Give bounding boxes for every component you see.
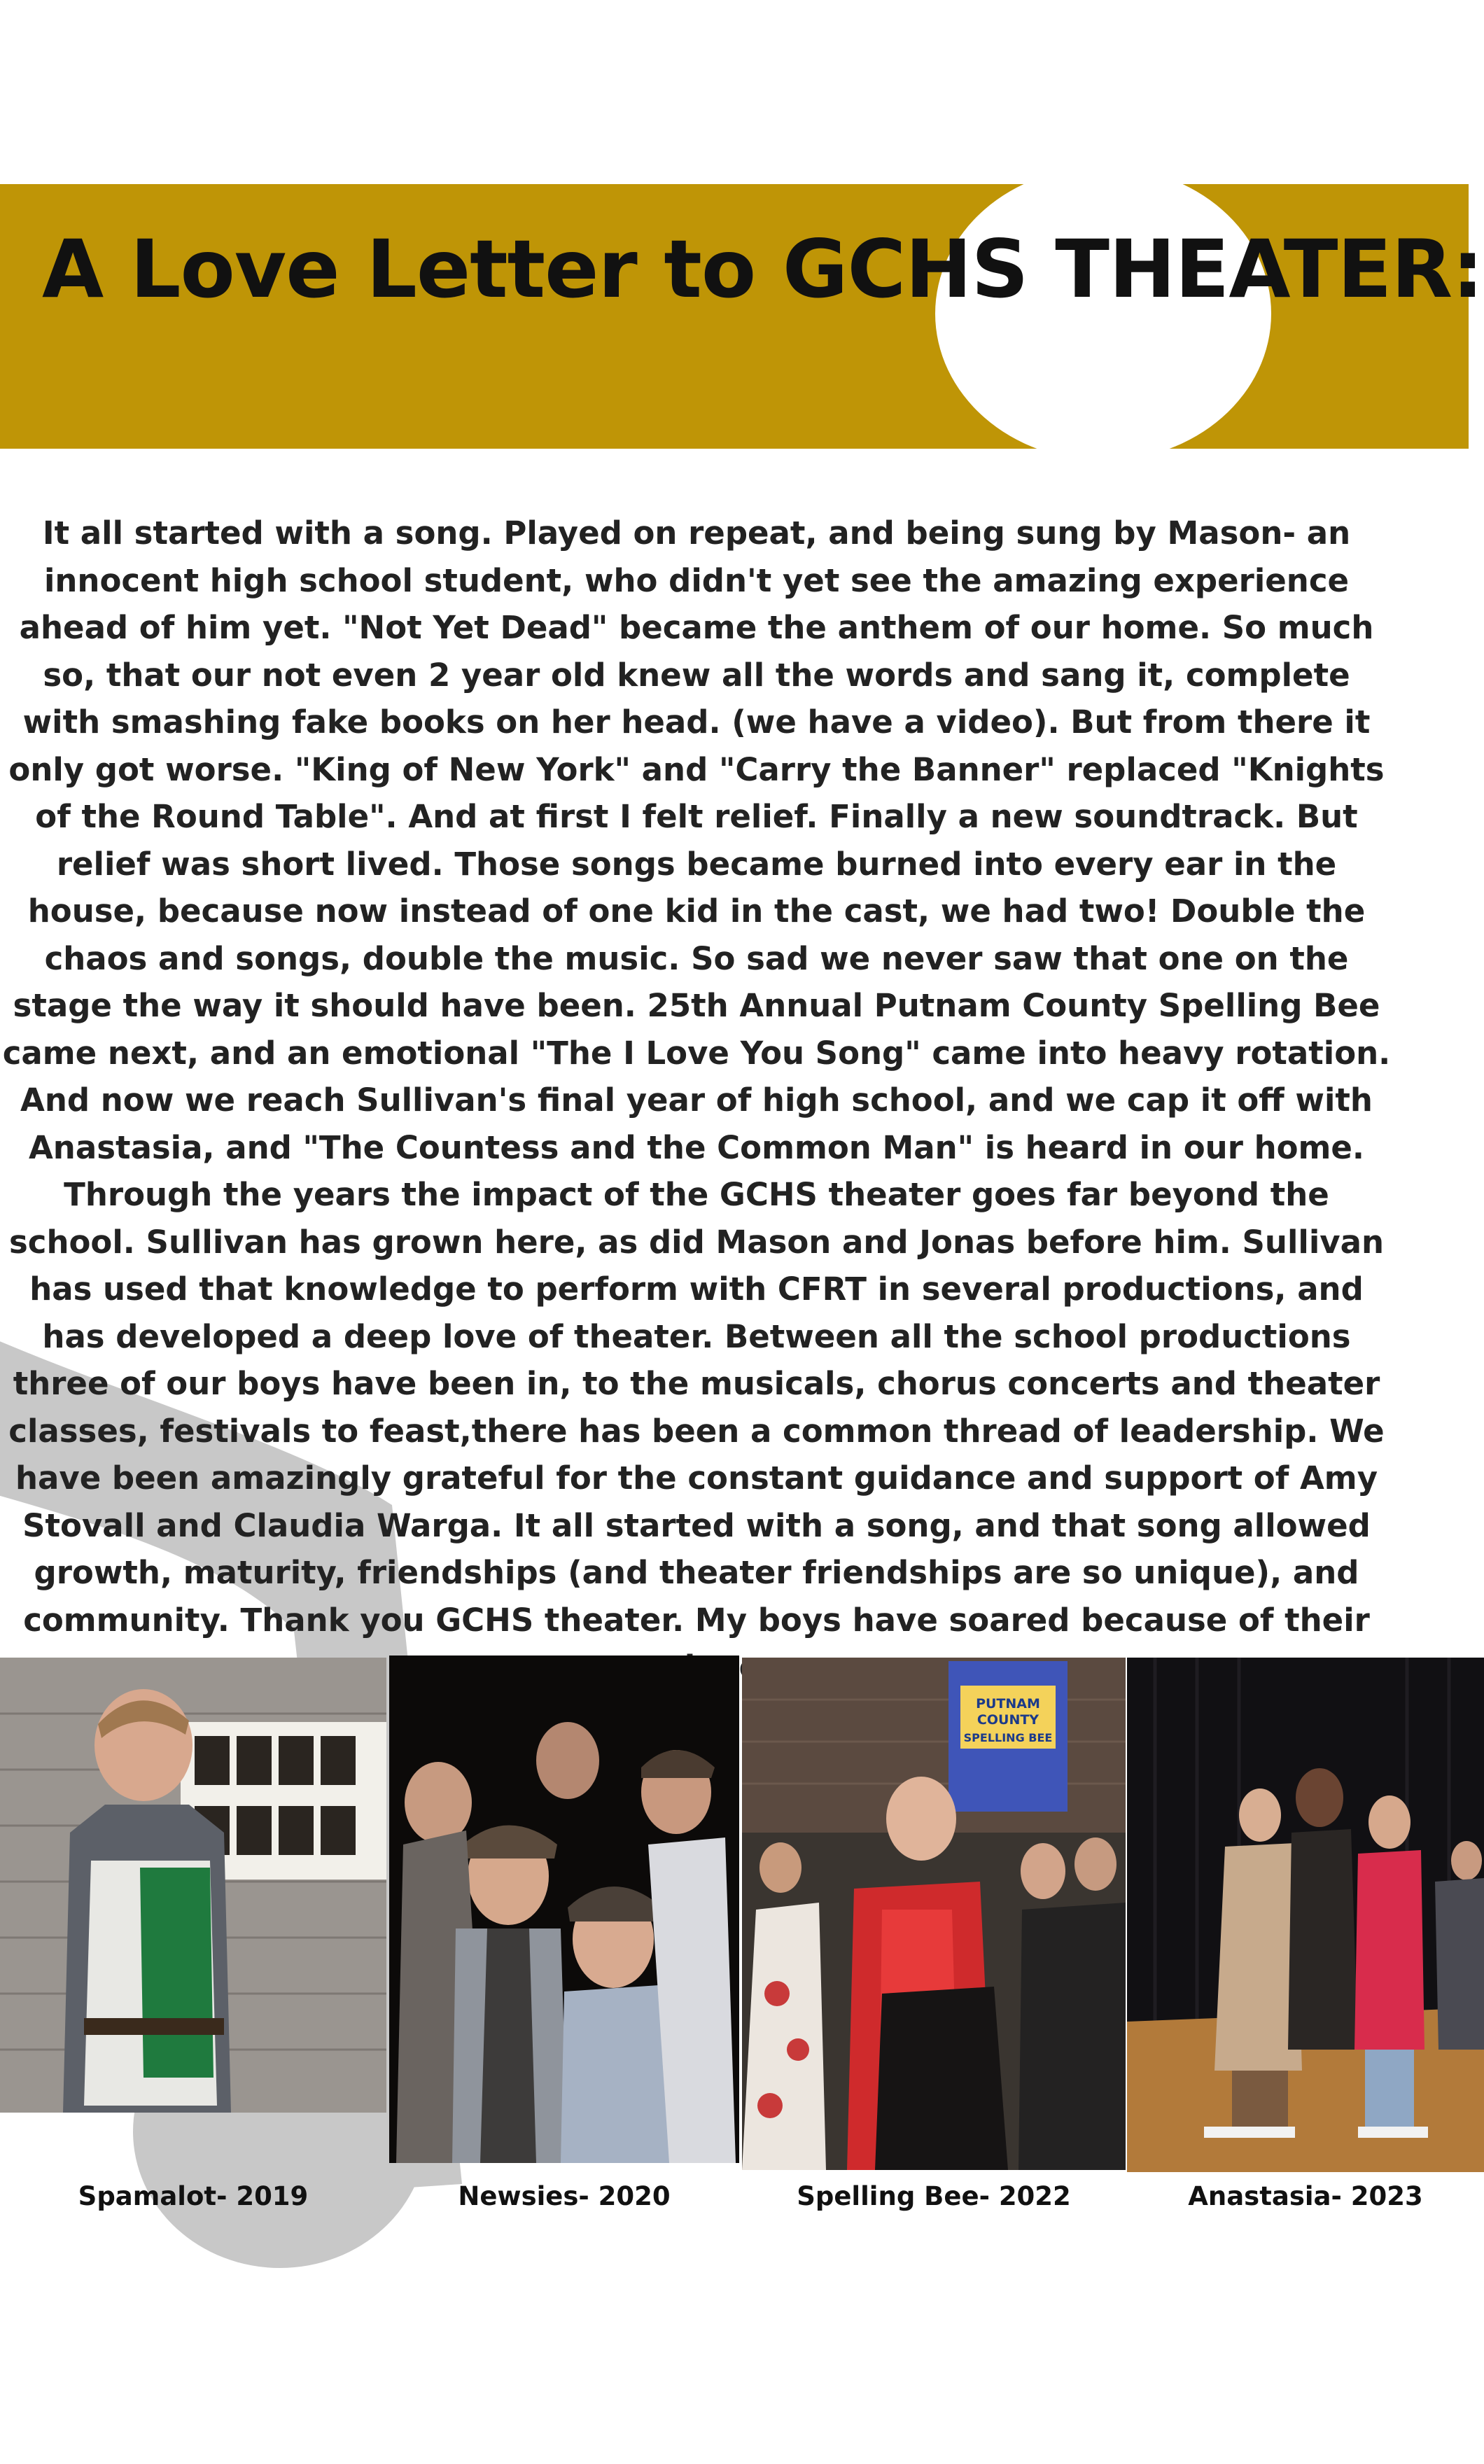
caption-anastasia: Anastasia- 2023 [1188,2181,1423,2211]
caption-newsies: Newsies- 2020 [458,2181,671,2211]
page-title: A Love Letter to GCHS THEATER: [42,223,1483,316]
photo-anastasia [1127,1658,1484,2172]
caption-spelling-bee: Spelling Bee- 2022 [797,2181,1071,2211]
letter-body: It all started with a song. Played on repeat, and being sung by Mason- an innocent high school student, who didn't yet see the amazing experience ahead of him yet. "Not Yet Dead" became the anthem of our home. So much so, that our not even 2 year old knew all the words and sang it, complete with smashing fake books on her head. (we have a video). But from there it only got worse. "King of New York" and "Carry the Banner" replaced "Knights of the Round Table". And at first I felt relief. Finally a new soundtrack. But relief was short lived. Those songs became burned into every ear in the house, because now instead of one kid in the cast, we had two! Double the chaos and songs, double the music. So sad we never saw that one on the stage the way it should have been. 25th Annual Putnam County Spelling Bee came next, and an emotional "The I Love You Song" came into heavy rotation. And now we reach Sullivan's final year of high school, and we cap it off with Anastasia, and "The Countess and the Common Man" is heard in our home. Through the years the impact of the GCHS theater goes far beyond the school. Sullivan has grown here, as did Mason and Jonas before him. Sullivan has used that knowledge to perform with CFRT in several productions, and has developed a deep love of theater. Between all the school productions three of our boys have been in, to the musicals, chorus concerts and theater classes, festivals to feast,there has been a common thread of leadership. We have been amazingly grateful for the constant guidance and support of Amy Stovall and Claudia Warga. It all started with a song, and that song allowed growth, maturity, friendships (and theater friendships are so unique), and community. Thank you GCHS theater. My boys have soared because of their [2,514,1391,1639]
poster-line-2: COUNTY [976,1712,1040,1728]
photo-newsies [389,1656,739,2163]
poster-line-1: PUTNAM [976,1696,1040,1712]
photo-spamalot [0,1658,386,2113]
photo-spelling-bee [742,1658,1126,2170]
poster-line-3: SPELLING BEE [963,1731,1053,1744]
caption-spamalot: Spamalot- 2019 [78,2181,309,2211]
